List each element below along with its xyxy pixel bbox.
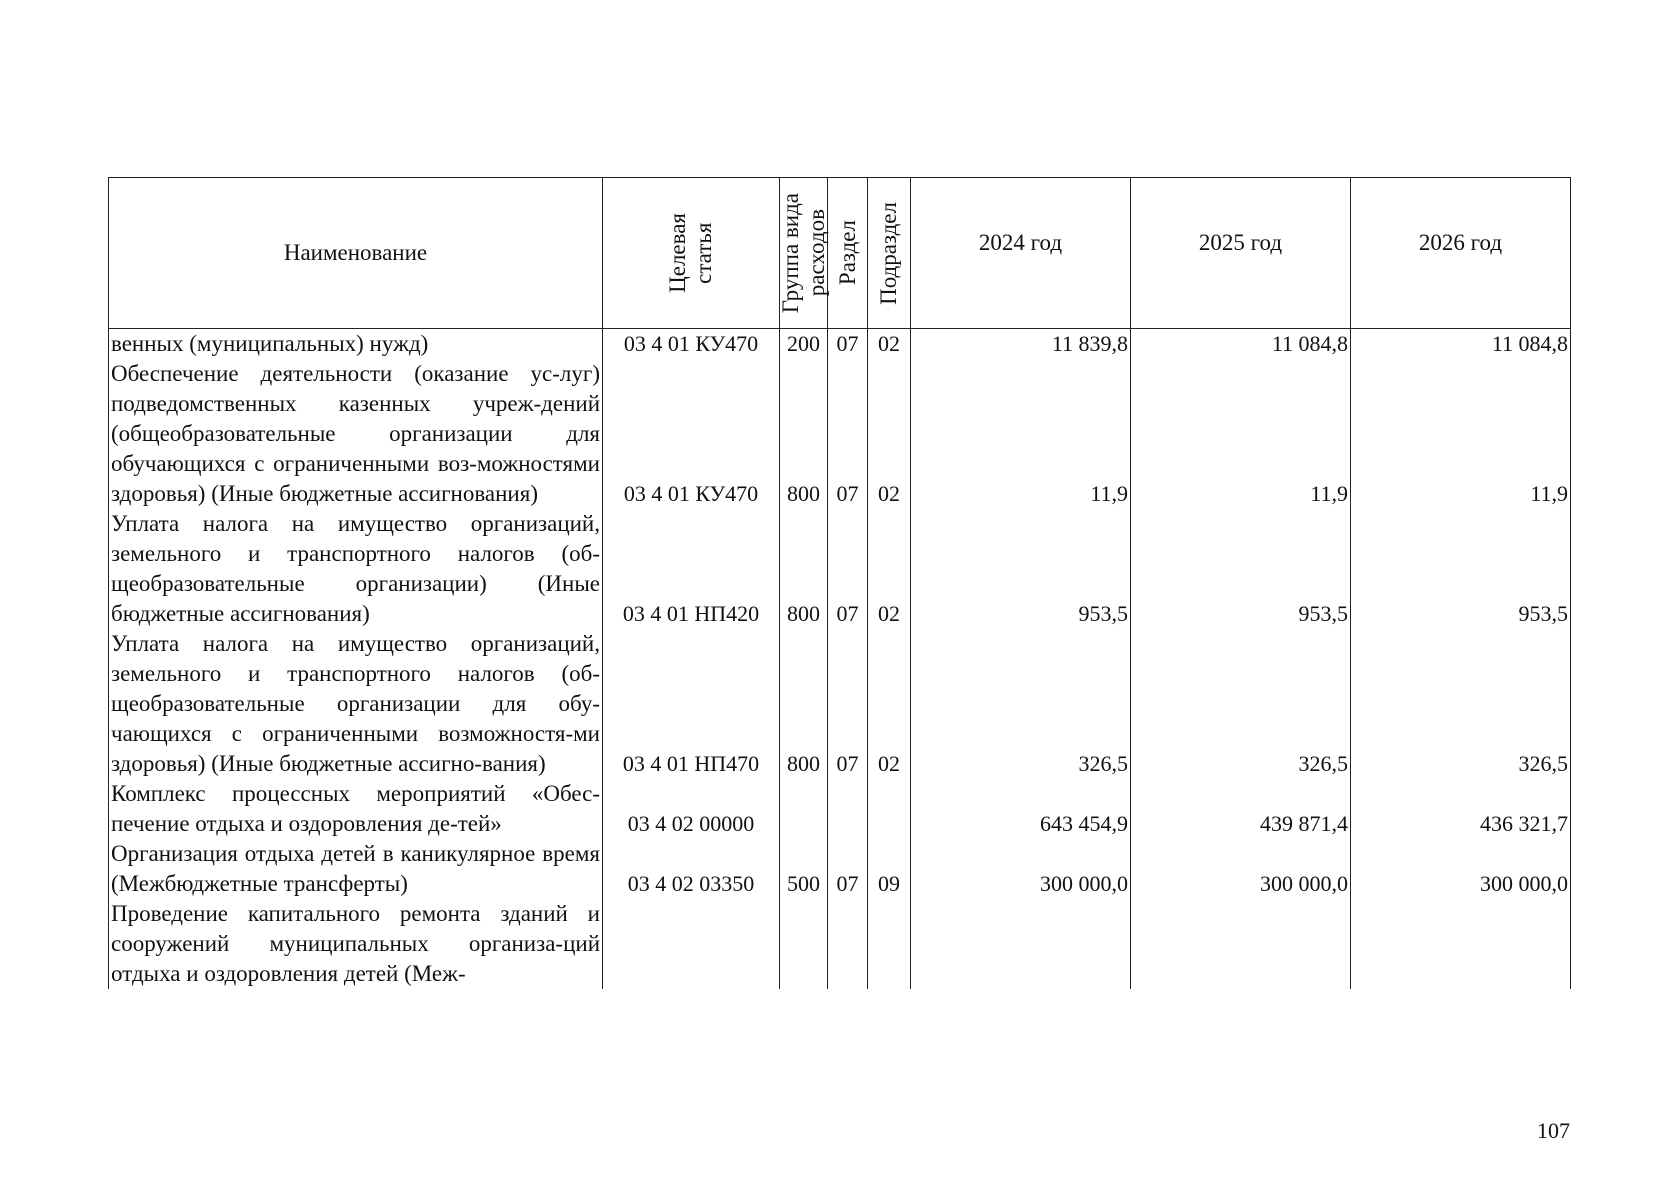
row-2026: 11 084,8 [1351, 329, 1571, 360]
row-target: 03 4 01 НП420 [603, 509, 780, 629]
header-section [828, 178, 868, 329]
row-name: Уплата налога на имущество организаций, земельного и транспортного налогов (об-щеобразовательные организации) (Иные бюджетные ассигнования) [109, 509, 603, 629]
row-name: венных (муниципальных) нужд) [109, 329, 603, 360]
table-row [109, 629, 1571, 779]
header-subsection-label: Подраздел [876, 201, 901, 305]
row-2025 [1131, 899, 1351, 989]
row-2024: 11,9 [911, 359, 1131, 509]
row-target: 03 4 02 03350 [603, 839, 780, 899]
row-subsection [868, 899, 911, 989]
row-2026: 326,5 [1351, 629, 1571, 779]
header-name-label: Наименование [283, 240, 428, 265]
row-group: 800 [780, 509, 828, 629]
table-row [109, 359, 1571, 509]
row-group: 800 [780, 359, 828, 509]
row-2025: 326,5 [1131, 629, 1351, 779]
row-target: 03 4 02 00000 [603, 779, 780, 839]
header-2026-label: 2026 год [1418, 230, 1503, 255]
row-2025: 439 871,4 [1131, 779, 1351, 839]
table-row [109, 509, 1571, 629]
row-name: Обеспечение деятельности (оказание ус-луг) подведомственных казенных учреж-дений (общеобразовательные организации для обучающихся с ограниченными воз-можностями здоровья) (Иные бюджетные ассигнования) [109, 359, 603, 509]
row-section: 07 [828, 509, 868, 629]
row-2026: 300 000,0 [1351, 839, 1571, 899]
row-2024 [911, 899, 1131, 989]
row-group: 800 [780, 629, 828, 779]
row-group: 500 [780, 839, 828, 899]
row-section: 07 [828, 839, 868, 899]
row-target: 03 4 01 КУ470 [603, 329, 780, 360]
row-2025: 953,5 [1131, 509, 1351, 629]
row-target [603, 899, 780, 989]
table-body [109, 329, 1571, 990]
row-group: 200 [780, 329, 828, 360]
row-target: 03 4 01 НП470 [603, 629, 780, 779]
table-row [109, 779, 1571, 839]
row-section [828, 899, 868, 989]
row-name: Уплата налога на имущество организаций, земельного и транспортного налогов (об-щеобразовательные организации для обу-чающихся с ограниченными возможностя-ми здоровья) (Иные бюджетные ассигно-вания) [109, 629, 603, 779]
row-subsection: 09 [868, 839, 911, 899]
page-number: 107 [1537, 1118, 1570, 1143]
header-subsection [868, 178, 911, 329]
row-2026: 11,9 [1351, 359, 1571, 509]
table-row [109, 329, 1571, 360]
header-group-label: Группа вида расходов [777, 192, 829, 314]
row-subsection [868, 779, 911, 839]
row-2025: 11,9 [1131, 359, 1351, 509]
row-2025: 11 084,8 [1131, 329, 1351, 360]
row-2024: 11 839,8 [911, 329, 1131, 360]
row-group [780, 779, 828, 839]
row-2024: 300 000,0 [911, 839, 1131, 899]
header-target [603, 178, 780, 329]
header-2025 [1131, 178, 1351, 329]
row-target: 03 4 01 КУ470 [603, 359, 780, 509]
table-row [109, 839, 1571, 899]
row-name: Комплекс процессных мероприятий «Обес-печение отдыха и оздоровления де-тей» [109, 779, 603, 839]
header-2024-label: 2024 год [978, 230, 1063, 255]
header-group [777, 178, 829, 329]
row-subsection: 02 [868, 629, 911, 779]
row-group [780, 899, 828, 989]
row-2026: 436 321,7 [1351, 779, 1571, 839]
row-2024: 326,5 [911, 629, 1131, 779]
row-name: Организация отдыха детей в каникулярное время (Межбюджетные трансферты) [109, 839, 603, 899]
table-header [109, 178, 1571, 329]
budget-table [108, 177, 1571, 989]
row-2024: 643 454,9 [911, 779, 1131, 839]
header-2024 [911, 178, 1131, 329]
row-2026 [1351, 899, 1571, 989]
header-2025-label: 2025 год [1198, 230, 1283, 255]
header-name [109, 178, 603, 329]
header-2026 [1351, 178, 1571, 329]
row-2025: 300 000,0 [1131, 839, 1351, 899]
row-subsection: 02 [868, 359, 911, 509]
row-name: Проведение капитального ремонта зданий и сооружений муниципальных организа-ций отдыха и оздоровления детей (Меж- [109, 899, 603, 989]
header-section-label: Раздел [834, 220, 860, 286]
row-2024: 953,5 [911, 509, 1131, 629]
row-section: 07 [828, 329, 868, 360]
row-subsection: 02 [868, 329, 911, 360]
row-section [828, 779, 868, 839]
row-subsection: 02 [868, 509, 911, 629]
row-section: 07 [828, 359, 868, 509]
row-section: 07 [828, 629, 868, 779]
header-target-label: Целевая статья [665, 213, 716, 293]
table-row [109, 899, 1571, 989]
row-2026: 953,5 [1351, 509, 1571, 629]
